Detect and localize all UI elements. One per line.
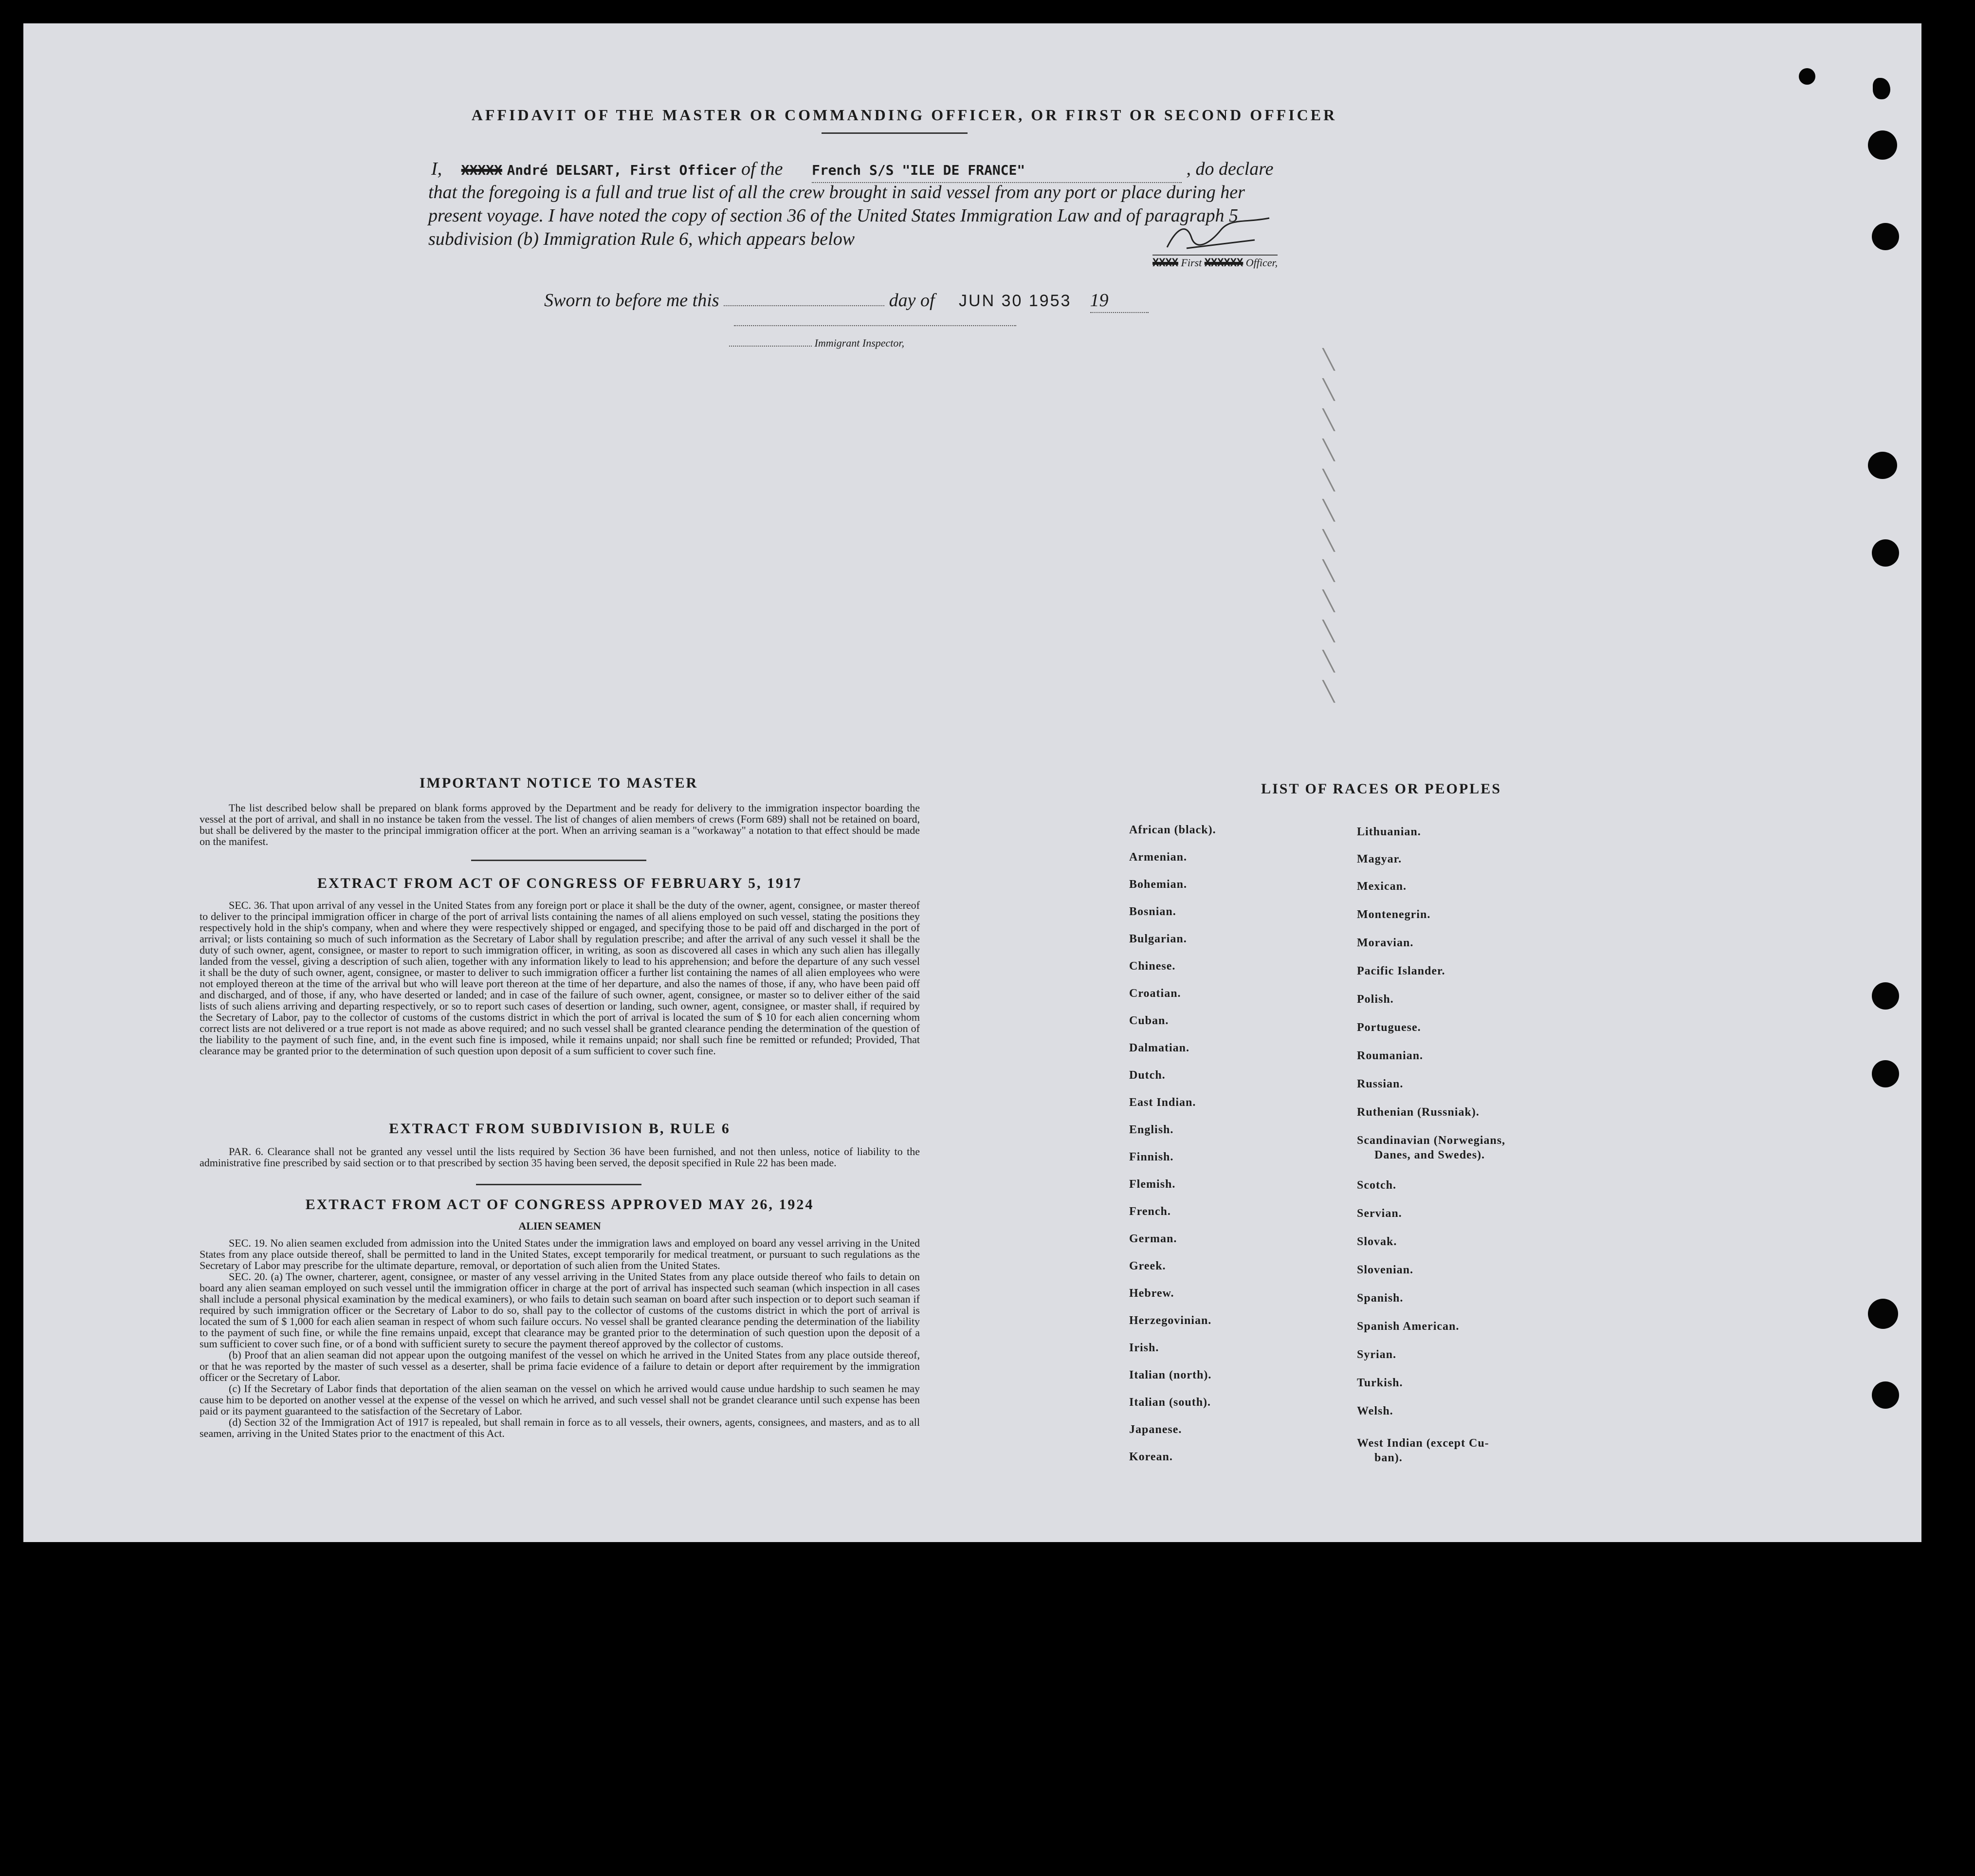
race-item: French. xyxy=(1129,1205,1171,1218)
declaration-of-the: of the xyxy=(741,159,783,179)
binder-hole-icon xyxy=(1872,982,1899,1010)
race-item: Flemish. xyxy=(1129,1178,1176,1191)
notice-body xyxy=(200,802,920,847)
declaration-line-1 xyxy=(431,157,1356,183)
race-item: Croatian. xyxy=(1129,987,1181,1000)
race-item: Servian. xyxy=(1357,1207,1402,1220)
race-item: Italian (south). xyxy=(1129,1396,1211,1409)
race-item: Mexican. xyxy=(1357,880,1407,893)
race-item: East Indian. xyxy=(1129,1096,1196,1109)
binder-hole-icon xyxy=(1868,452,1897,479)
race-item: Lithuanian. xyxy=(1357,826,1421,838)
race-item: Slovenian. xyxy=(1357,1264,1414,1276)
race-item: Pacific Islander. xyxy=(1357,965,1445,977)
race-item: Spanish. xyxy=(1357,1292,1404,1305)
race-item: African (black). xyxy=(1129,824,1216,836)
rule6-rule xyxy=(476,1184,641,1185)
race-item: Armenian. xyxy=(1129,851,1187,864)
sec-20c-paragraph: (c) If the Secretary of Labor finds that deportation of the alien seaman on the vessel on which he arrived would cause undue hardship to such seamen he may cause him to be deported on another vessel at the expense of the vessel on which he arrived, and such vessel shall not be grandet clearance until such expense has been paid or its payment guaranteed to the satisfaction of the Secretary of Labor. xyxy=(200,1382,920,1417)
officer-first: First xyxy=(1181,257,1202,269)
race-item: Slovak. xyxy=(1357,1235,1397,1248)
race-item: Bulgarian. xyxy=(1129,933,1187,945)
extract-1917-heading: EXTRACT FROM ACT OF CONGRESS OF FEBRUARY 5, 1917 xyxy=(317,875,803,891)
sworn-year: 19 xyxy=(1090,289,1149,313)
race-item: Roumanian. xyxy=(1357,1049,1424,1062)
sec-20a-paragraph: SEC. 20. (a) The owner, charterer, agent, consignee, or master of any vessel arriving in the United States from any place outside thereof who fails to detain on board any alien seaman employed on such vessel until the immigration officer in charge at the port of arrival has inspected such seaman (which inspection in all cases shall include a personal physical examination by the medical examiners), or who fails to detain such seaman on board after such inspection or to deport such seaman if required by such immigration officer or the Secretary of Labor to do so, shall pay to the collector of customs of the customs district in which the port of arrival is located the sum of $ 1,000 for each alien seaman in respect of whom such failure occurs. No vessel shall be granted clearance pending the determination of the liability to the payment of such fine, or while the fine remains unpaid, except that clearance may be granted prior to the determination of such question upon the deposit of a sum sufficient to cover such fine, or of a bond with sufficient surety to secure the payment thereof approved by the collector of customs. xyxy=(200,1270,920,1350)
notice-rule xyxy=(471,860,646,861)
race-item: Bosnian. xyxy=(1129,905,1176,918)
race-item: Turkish. xyxy=(1357,1377,1403,1389)
declaration-i: I, xyxy=(431,159,442,179)
declaration-line-3: present voyage. I have noted the copy of section 36 of the United States Immigration Law and of paragraph 5 xyxy=(428,205,1239,226)
binder-hole-icon xyxy=(1872,223,1899,250)
binder-hole-icon xyxy=(1868,1299,1898,1329)
sworn-line xyxy=(544,289,1149,313)
race-item: Russian. xyxy=(1357,1078,1404,1090)
race-item: Irish. xyxy=(1129,1342,1159,1354)
declaration-line-4: subdivision (b) Immigration Rule 6, which appears below xyxy=(428,229,855,249)
binder-hole-icon xyxy=(1873,78,1890,99)
race-item: West Indian (except Cu- xyxy=(1357,1437,1489,1450)
extract-rule6-heading: EXTRACT FROM SUBDIVISION B, RULE 6 xyxy=(389,1121,731,1137)
race-item: Herzegovinian. xyxy=(1129,1314,1212,1327)
binder-hole-icon xyxy=(1872,1381,1899,1409)
show-through-marks: ╲ ╲ ╲ ╲ ╲ ╲ ╲ ╲ ╲ ╲ ╲ ╲ xyxy=(1323,349,1335,702)
officer-title xyxy=(1152,255,1278,269)
affidavit-heading-rule xyxy=(822,132,968,134)
race-item: Chinese. xyxy=(1129,960,1176,973)
struck-text: XXXXXX xyxy=(1204,257,1244,269)
declaration-line-2: that the foregoing is a full and true list of all the crew brought in said vessel from any port or place during her xyxy=(428,182,1245,202)
notice-paragraph: The list described below shall be prepared on blank forms approved by the Department and be ready for delivery to the immigration inspector boarding the vessel at the port of arrival, and shall in no instance be taken from the vessel. The list of changes of alien members of crews (Form 689) shall not be retained on board, but shall be delivered by the master to the principal immigration officer at the port. When an arriving seaman is a "workaway" a notation to that effect should be made on the manifest. xyxy=(200,802,920,847)
race-item: Korean. xyxy=(1129,1451,1173,1463)
alien-seamen-subheading: ALIEN SEAMEN xyxy=(518,1220,601,1232)
extract-1924-heading: EXTRACT FROM ACT OF CONGRESS APPROVED MAY 26, 1924 xyxy=(305,1196,814,1213)
race-item: Danes, and Swedes). xyxy=(1374,1149,1485,1161)
race-item: Montenegrin. xyxy=(1357,908,1431,921)
race-item: Moravian. xyxy=(1357,937,1414,949)
document-sheet xyxy=(23,23,1921,1542)
inspector-blank xyxy=(729,346,812,347)
sec-19-paragraph: SEC. 19. No alien seamen excluded from admission into the United States under the immigration laws and employed on board any vessel arriving in the United States from any place outside thereof, shall be permitted to land in the United States, except temporarily for medical treatment, or pursuant to such regulations as the Secretary of Labor may prescribe for the ultimate departure, removal, or deportation of such alien from the United States. xyxy=(200,1237,920,1271)
sec-20b-paragraph: (b) Proof that an alien seaman did not appear upon the outgoing manifest of the vessel on which he arrived in the United States from any place outside thereof, or that he was reported by the master of such vessel as a deserter, shall be prima facie evidence of a failure to detain or deport after requirement by the immigration officer or the Secretary of Labor. xyxy=(200,1349,920,1383)
officer-name: André DELSART, First Officer xyxy=(507,162,737,178)
sec-20d-paragraph: (d) Section 32 of the Immigration Act of 1917 is repealed, but shall remain in force as to all vessels, their owners, agents, consignees, and masters, and as to all seamen, arriving in the United States prior to the enactment of this Act. xyxy=(200,1416,920,1439)
binder-hole-icon xyxy=(1872,539,1899,567)
struck-text: XXXX xyxy=(1152,257,1178,269)
sworn-day-blank xyxy=(724,305,884,306)
extract-rule6-body xyxy=(200,1146,920,1168)
race-item: German. xyxy=(1129,1232,1177,1245)
race-item: Syrian. xyxy=(1357,1348,1397,1361)
race-item: Welsh. xyxy=(1357,1405,1393,1417)
race-item: ban). xyxy=(1374,1452,1403,1464)
binder-hole-icon xyxy=(1799,68,1815,85)
race-item: Magyar. xyxy=(1357,853,1402,865)
sec-36-paragraph: SEC. 36. That upon arrival of any vessel in the United States from any foreign port or place it shall be the duty of the owner, agent, consignee, or master thereof to deliver to the principal immigration officer in charge of the port of arrival lists containing the names of all aliens employed on such vessel, stating the positions they respectively hold in the ship's company, when and where they were respectively shipped or engaged, and specifying those to be paid off and discharged in the port of arrival; or lists containing so much of such information as the Secretary of Labor shall by regulation prescribe; and after the arrival of any such vessel it shall be the duty of such owner, agent, consignee, or master to report to such immigration officer, in writing, as soon as discovered all cases in which any such alien has illegally landed from the vessel, giving a description of such alien, together with any information likely to lead to his apprehension; and before the departure of any such vessel it shall be the duty of such owner, agent, consignee, or master to deliver to such immigration officer a further list containing the names of all alien employees who were not employed thereon at the time of the arrival but who will leave port thereon at the time of her departure, and also the names of those, if any, who have been paid off and discharged, and of those, if any, who have deserted or landed; and in case of the failure of such owner, agent, consignee, or master so to deliver either of the said lists of such aliens arriving and departing respectively, or so to report such cases of desertion or landing, such owner, agent, consignee, or master shall, if required by the Secretary of Labor, pay to the collector of customs of the customs district in which the port of arrival is located the sum of $ 10 for each alien concerning whom correct lists are not delivered or a true report is not made as above required; and no such vessel shall be granted clearance pending the determination of the question of the liability to the payment of such fine, and, in the event such fine is imposed, while it remains unpaid; nor shall such fine be remitted or refunded; Provided, That clearance may be granted prior to the determination of such question upon deposit of a sum sufficient to cover such fine. xyxy=(200,899,920,1057)
binder-hole-icon xyxy=(1872,1060,1899,1087)
race-item: Portuguese. xyxy=(1357,1021,1421,1034)
sworn-day-of: day of xyxy=(889,290,935,311)
signature-mark-icon xyxy=(1157,213,1274,259)
extract-1917-body xyxy=(200,900,920,1056)
officer-suffix: Officer, xyxy=(1245,257,1278,269)
sworn-date-stamp: JUN 30 1953 xyxy=(959,292,1072,310)
race-item: English. xyxy=(1129,1123,1174,1136)
races-heading: LIST OF RACES OR PEOPLES xyxy=(1261,781,1501,797)
race-item: Dalmatian. xyxy=(1129,1042,1189,1054)
binder-hole-icon xyxy=(1868,130,1897,160)
race-item: Greek. xyxy=(1129,1260,1166,1272)
race-item: Finnish. xyxy=(1129,1151,1174,1163)
race-item: Italian (north). xyxy=(1129,1369,1212,1381)
par-6-paragraph: PAR. 6. Clearance shall not be granted any vessel until the lists required by Section 36 have been furnished, and not then unless, notice of liability to the administrative fine prescribed by said section or to that prescribed by section 35 having been served, the deposit specified in Rule 22 has been made. xyxy=(200,1145,920,1169)
immigrant-inspector-label: Immigrant Inspector, xyxy=(729,337,904,349)
affidavit-heading: AFFIDAVIT OF THE MASTER OR COMMANDING OFFICER, OR FIRST OR SECOND OFFICER xyxy=(471,106,1337,124)
race-item: Scandinavian (Norwegians, xyxy=(1357,1134,1506,1147)
race-item: Dutch. xyxy=(1129,1069,1166,1082)
race-item: Cuban. xyxy=(1129,1014,1169,1027)
notice-heading: IMPORTANT NOTICE TO MASTER xyxy=(419,775,698,791)
race-item: Ruthenian (Russniak). xyxy=(1357,1106,1480,1119)
race-item: Japanese. xyxy=(1129,1423,1182,1436)
race-item: Spanish American. xyxy=(1357,1320,1460,1333)
race-item: Polish. xyxy=(1357,993,1394,1006)
race-item: Hebrew. xyxy=(1129,1287,1174,1300)
race-item: Bohemian. xyxy=(1129,878,1188,891)
signature-line xyxy=(734,325,1016,326)
vessel-name: French S/S "ILE DE FRANCE" xyxy=(812,159,1182,183)
extract-1924-body xyxy=(200,1237,920,1439)
struck-text: XXXXX xyxy=(461,162,502,178)
race-item: Scotch. xyxy=(1357,1179,1396,1192)
sworn-prefix: Sworn to before me this xyxy=(544,290,719,311)
declaration-do-declare: , do declare xyxy=(1186,159,1274,179)
